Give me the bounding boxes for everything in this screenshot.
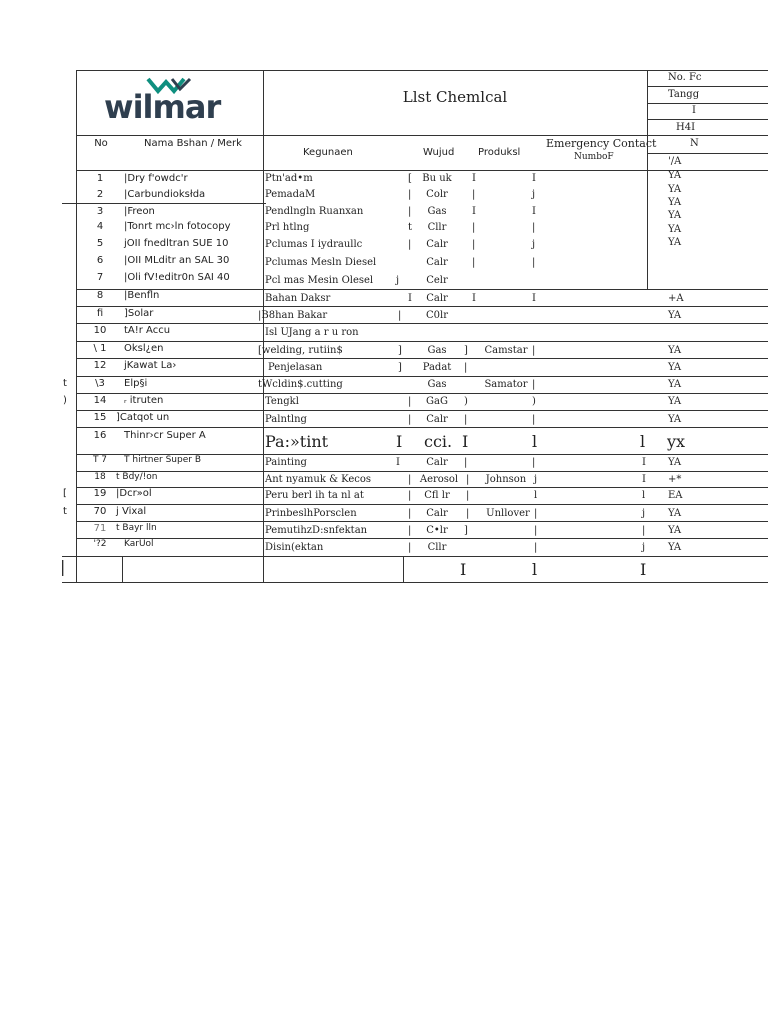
row-sep-4: l	[642, 490, 646, 501]
row-status: YA	[668, 379, 682, 390]
row-sep-1: [	[408, 173, 412, 184]
row-wujud: Celr	[426, 275, 448, 286]
row-no: 14	[93, 395, 107, 406]
row-wujud: Calr	[426, 257, 448, 268]
header-no: No	[94, 138, 108, 149]
margin-mark: t	[63, 506, 67, 517]
row-wujud: C•lr	[426, 525, 448, 536]
row-kegunaan: Palntlng	[265, 414, 307, 425]
footer-mark: I	[460, 560, 467, 579]
margin-mark: )	[63, 395, 67, 406]
form-info-4: H4I	[676, 122, 696, 133]
row-kegunaan: Peru berl ih ta nl at	[265, 490, 364, 501]
row-name: |Carbundioksłda	[124, 189, 206, 200]
row-wujud: Cllr	[427, 222, 447, 233]
footer-mark: I	[640, 560, 647, 579]
row-sep-3: |	[532, 379, 536, 390]
row-sep-1: |	[408, 239, 412, 250]
row-kegunaan: Ptn'ad•m	[265, 173, 313, 184]
page-title: Llst Chemlcal	[402, 88, 508, 106]
row-sep-3: j	[532, 239, 536, 250]
row-sep-3: |	[532, 457, 536, 468]
form-date-label: Tangg	[668, 89, 700, 100]
row-sep-4: |	[642, 525, 646, 536]
row-kegunaan: PrinbeslhPorsclen	[265, 508, 357, 519]
row-sep-1: |	[408, 189, 412, 200]
row-kegunaan: Prl htlng	[265, 222, 310, 233]
row-name: T hirtner Super B	[124, 455, 201, 465]
row-sep-1: j	[396, 275, 400, 286]
row-sep-3: j	[534, 474, 538, 485]
row-kegunaan: Ant nyamuk & Kecos	[265, 474, 372, 485]
row-wujud: Padat	[422, 362, 452, 373]
row-no: 71	[93, 523, 107, 534]
row-sep-3: I	[532, 293, 536, 304]
margin-mark: t	[63, 378, 67, 389]
row-name: ᵣ itruten	[124, 395, 164, 406]
row-status: +A	[668, 293, 684, 304]
row-sep-1: I	[408, 293, 412, 304]
row-sep-1: |	[408, 542, 412, 553]
row-sep-1: I	[396, 432, 403, 451]
row-name: Elp§i	[124, 378, 148, 389]
row-no: T 7	[92, 455, 108, 465]
row-sep-2: |	[466, 474, 470, 485]
row-name: |Freon	[124, 206, 155, 217]
row-sep-1: |	[408, 206, 412, 217]
header-kegunaan: Kegunaen	[303, 147, 353, 158]
row-sep-1: |	[408, 525, 412, 536]
row-sep-2: |	[464, 414, 468, 425]
row-name: tA!r Accu	[124, 325, 171, 336]
row-wujud: Colr	[426, 189, 448, 200]
row-sep-4: I	[642, 457, 646, 468]
row-sep-3: I	[532, 206, 536, 217]
row-name: Oksl¿en	[124, 343, 164, 354]
row-kegunaan: |B8han Bakar	[258, 310, 328, 321]
row-status: +*	[668, 474, 682, 485]
row-status: YA	[668, 525, 682, 536]
row-status: YA	[668, 542, 682, 553]
row-sep-3: )	[532, 396, 536, 407]
row-no: 1	[96, 173, 104, 184]
row-sep-2: |	[466, 490, 470, 501]
row-wujud: Gas	[427, 379, 447, 390]
row-name: |Benfln	[124, 290, 160, 301]
row-sep-3: |	[532, 257, 536, 268]
row-kegunaan: Tengkl	[265, 396, 299, 407]
row-status: yx	[667, 432, 686, 451]
row-kegunaan: Disin(ektan	[265, 542, 324, 553]
row-kegunaan: PemadaM	[265, 189, 316, 200]
row-status: YA	[668, 197, 682, 208]
row-sep-2: |	[464, 457, 468, 468]
row-sep-1: |	[408, 508, 412, 519]
row-wujud: cci.	[424, 432, 453, 451]
row-no: 8	[96, 290, 104, 301]
row-no: 12	[93, 360, 107, 371]
row-status: '/A	[668, 156, 682, 167]
row-produksi: Samator	[484, 379, 528, 390]
form-info-3: I	[692, 105, 696, 116]
row-status: YA	[668, 237, 682, 248]
row-status: YA	[668, 457, 682, 468]
form-info-5: N	[690, 138, 699, 149]
row-kegunaan: PemutihzD:snfektan	[265, 525, 368, 536]
row-kegunaan: Pcl mas Mesin Olesel	[265, 275, 374, 286]
row-no: 6	[96, 255, 104, 266]
margin-mark: [	[63, 488, 67, 499]
row-kegunaan: tWcldin$.cutting	[258, 379, 343, 390]
row-sep-1: |	[398, 310, 402, 321]
row-name: t Bayr lln	[116, 523, 157, 533]
row-sep-3: |	[532, 345, 536, 356]
row-name: |OII MLditr an SAL 30	[124, 255, 230, 266]
row-name: Thinr›cr Super A	[124, 430, 206, 441]
row-sep-4: j	[642, 508, 646, 519]
row-kegunaan: Isl UJang a r u ron	[265, 327, 359, 338]
row-wujud: Calr	[426, 293, 448, 304]
row-kegunaan: Pa:»tint	[265, 432, 329, 451]
row-name: KarUol	[124, 539, 154, 549]
row-status: YA	[668, 345, 682, 356]
header-emergency-sub: NumboF	[574, 152, 614, 162]
row-sep-3: I	[532, 173, 536, 184]
row-kegunaan: Pclumas I iydraullc	[265, 239, 363, 250]
row-sep-2: |	[464, 362, 468, 373]
row-no: \ 1	[93, 343, 107, 354]
row-no: 3	[96, 206, 104, 217]
row-sep-3: |	[534, 508, 538, 519]
row-status: YA	[668, 210, 682, 221]
row-sep-2: |	[472, 257, 476, 268]
row-no: 4	[96, 221, 104, 232]
row-wujud: GaG	[426, 396, 448, 407]
row-no: fi	[96, 308, 104, 319]
row-no: 70	[93, 506, 107, 517]
row-wujud: Cllr	[427, 542, 447, 553]
row-name: |Tonrt mc›ln fotocopy	[124, 221, 231, 232]
row-status: YA	[668, 184, 682, 195]
row-name: jOII fnedltran SUE 10	[124, 238, 229, 249]
row-sep-1: ]	[398, 345, 402, 356]
row-sep-1: I	[396, 457, 400, 468]
row-name: |Oli fV!editr0n SAI 40	[124, 272, 230, 283]
row-sep-2: I	[472, 206, 476, 217]
row-sep-3: |	[532, 414, 536, 425]
row-no: \3	[95, 378, 105, 389]
row-no: 19	[93, 488, 107, 499]
row-kegunaan: Painting	[265, 457, 307, 468]
row-sep-3: l	[532, 432, 538, 451]
row-produksi: Johnson	[485, 474, 527, 485]
row-wujud: Cfl lr	[424, 490, 450, 501]
footer-mark: |	[60, 557, 66, 576]
row-no: '?2	[93, 539, 107, 549]
row-sep-2: |	[472, 239, 476, 250]
row-sep-3: l	[534, 490, 538, 501]
row-status: YA	[668, 170, 682, 181]
row-produksi: Unllover	[486, 508, 530, 519]
row-sep-3: j	[532, 189, 536, 200]
row-status: YA	[668, 310, 682, 321]
header-wujud: Wujud	[423, 147, 455, 158]
row-status: YA	[668, 414, 682, 425]
header-name: Nama Bshan / Merk	[144, 138, 242, 149]
row-status: YA	[668, 362, 682, 373]
row-kegunaan: [welding, rutiin$	[258, 345, 343, 356]
row-sep-1: |	[408, 490, 412, 501]
row-produksi: Camstar	[484, 345, 528, 356]
row-sep-2: )	[464, 396, 468, 407]
row-name: |Dcr»ol	[116, 488, 152, 499]
row-sep-1: |	[408, 396, 412, 407]
row-sep-3: |	[534, 525, 538, 536]
row-sep-2: ]	[464, 525, 468, 536]
row-status: YA	[668, 396, 682, 407]
row-sep-1: |	[408, 414, 412, 425]
form-number-label: No. Fc	[668, 72, 702, 83]
row-sep-2: ]	[464, 345, 468, 356]
row-no: 10	[93, 325, 107, 336]
row-wujud: Calr	[426, 239, 448, 250]
row-wujud: Calr	[426, 457, 448, 468]
row-wujud: C0lr	[426, 310, 448, 321]
row-no: 5	[96, 238, 104, 249]
row-sep-1: |	[408, 474, 412, 485]
row-name: j Vixal	[116, 506, 147, 517]
row-sep-4: l	[640, 432, 646, 451]
row-wujud: Calr	[426, 508, 448, 519]
company-logo	[104, 76, 221, 126]
header-produksi: Produksl	[478, 147, 521, 158]
row-sep-3: |	[532, 222, 536, 233]
header-emergency: Emergency Contact	[546, 137, 657, 150]
row-no: 2	[96, 189, 104, 200]
row-sep-2: |	[466, 508, 470, 519]
row-kegunaan: Penjelasan	[268, 362, 323, 373]
logo-text: wilmar	[104, 88, 221, 126]
row-sep-3: |	[534, 542, 538, 553]
row-sep-4: I	[642, 474, 646, 485]
row-kegunaan: Pclumas Mesln Diesel	[265, 257, 377, 268]
row-no: 16	[93, 430, 107, 441]
row-sep-2: |	[472, 189, 476, 200]
row-sep-2: I	[462, 432, 469, 451]
row-wujud: Calr	[426, 414, 448, 425]
footer-mark: l	[532, 560, 538, 579]
row-wujud: Aerosol	[419, 474, 459, 485]
row-status: YA	[668, 224, 682, 235]
row-wujud: Gas	[427, 206, 447, 217]
row-sep-1: ]	[398, 362, 402, 373]
row-sep-4: j	[642, 542, 646, 553]
row-status: EA	[668, 490, 683, 501]
row-name: ]Catqot un	[116, 412, 170, 423]
row-wujud: Bu uk	[422, 173, 452, 184]
row-no: 7	[96, 272, 104, 283]
row-name: jKawat La›	[124, 360, 177, 371]
row-no: 15	[93, 412, 107, 423]
row-name: t Bdy/!on	[116, 472, 158, 482]
row-no: 18	[94, 472, 106, 482]
row-sep-2: |	[472, 222, 476, 233]
row-name: |Dry f'owdc'r	[124, 173, 188, 184]
row-wujud: Gas	[427, 345, 447, 356]
row-name: ]Solar	[124, 308, 154, 319]
row-sep-1: t	[408, 222, 413, 233]
row-sep-2: I	[472, 173, 476, 184]
row-status: YA	[668, 508, 682, 519]
row-sep-2: I	[472, 293, 476, 304]
row-kegunaan: Bahan Daksr	[265, 293, 331, 304]
row-kegunaan: Pendlngln Ruanxan	[265, 206, 364, 217]
